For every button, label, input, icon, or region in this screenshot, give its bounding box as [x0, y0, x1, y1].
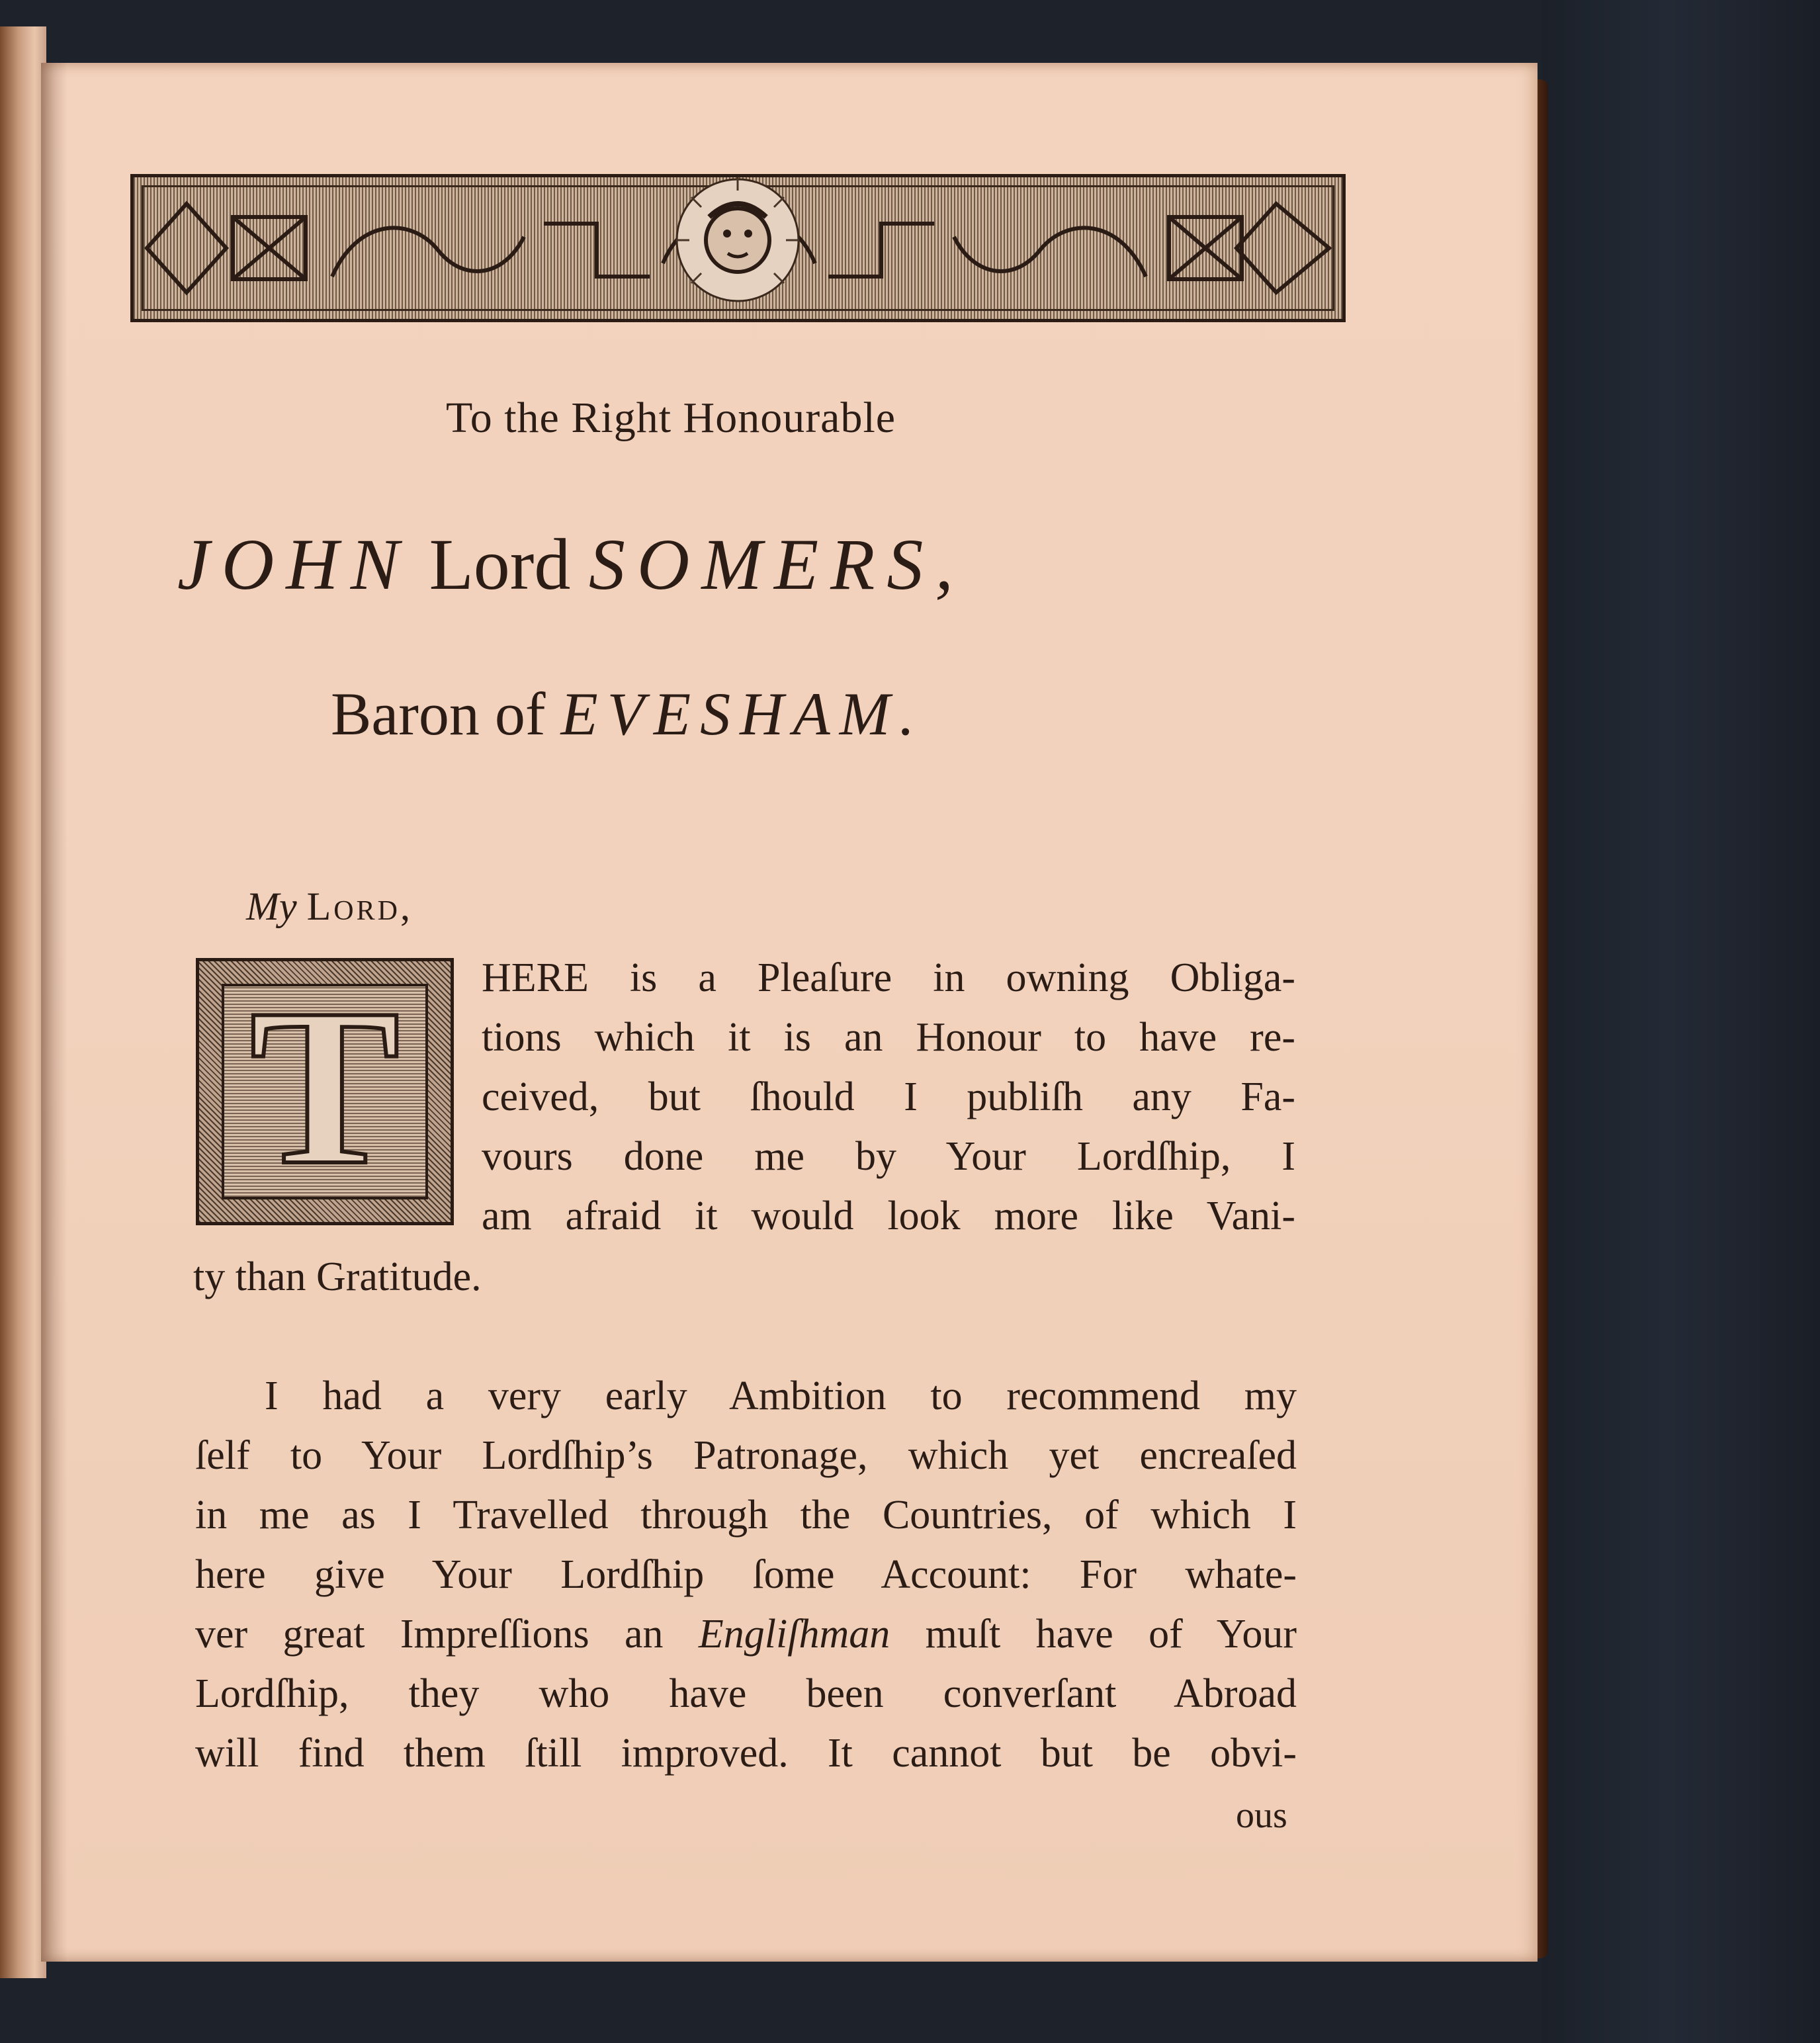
- catchword: ous: [1236, 1795, 1287, 1836]
- paragraph2-line: will find them ſtill improved. It cannot but be obvi-: [195, 1731, 1297, 1776]
- page-gutter-shadow: [41, 63, 67, 1962]
- dedicatee-title: [331, 679, 924, 749]
- paragraph2-line: ſelf to Your Lordſhip’s Patronage, which yet encreaſed: [195, 1433, 1297, 1478]
- background-cloth: [1541, 0, 1820, 2043]
- salutation-my: My: [246, 885, 297, 928]
- decorated-initial: [196, 958, 454, 1225]
- paragraph2-line: [195, 1608, 1297, 1661]
- paragraph2-line: I had a very early Ambition to recommend my: [265, 1373, 1297, 1418]
- sun-face-icon: [676, 177, 799, 301]
- paragraph1-line: tions which it is an Honour to have re-: [482, 1015, 1295, 1060]
- title-evesham: EVESHAM.: [560, 680, 924, 748]
- paragraph1-line: vours done me by Your Lordſhip, I: [482, 1134, 1295, 1179]
- paragraph1-line: ceived, but ſhould I publiſh any Fa-: [482, 1074, 1295, 1119]
- paragraph1-line: am afraid it would look more like Vani-: [482, 1194, 1295, 1239]
- name-lord: Lord: [429, 524, 571, 605]
- line5-englishman: Engliſhman: [698, 1612, 890, 1657]
- paragraph1-line: HERE is a Pleaſure in owning Obliga-: [482, 955, 1295, 1000]
- line5-part-b: muſt have of Your: [925, 1612, 1297, 1657]
- paragraph2-line: in me as I Travelled through the Countries, of which I: [195, 1493, 1297, 1538]
- left-page-edge: [0, 26, 46, 1978]
- headpiece-pattern: [134, 177, 1342, 319]
- initial-letter: T: [249, 962, 400, 1211]
- line5-part-a: ver great Impreſſions an: [195, 1612, 664, 1657]
- dedicatee-name: [177, 523, 965, 607]
- name-john: JOHN: [177, 524, 412, 605]
- paragraph2-line: here give Your Lordſhip ſome Account: For whate-: [195, 1552, 1297, 1597]
- dedication-heading: To the Right Honourable: [446, 394, 896, 442]
- salutation-lord: Lord,: [306, 885, 413, 928]
- paragraph2-line: Lordſhip, they who have been converſant Abroad: [195, 1671, 1297, 1716]
- headpiece-ornament: [130, 174, 1346, 322]
- paragraph1-line: ty than Gratitude.: [193, 1254, 482, 1299]
- name-somers: SOMERS,: [588, 524, 965, 605]
- salutation: [246, 884, 413, 930]
- title-baron-of: Baron of: [331, 680, 546, 748]
